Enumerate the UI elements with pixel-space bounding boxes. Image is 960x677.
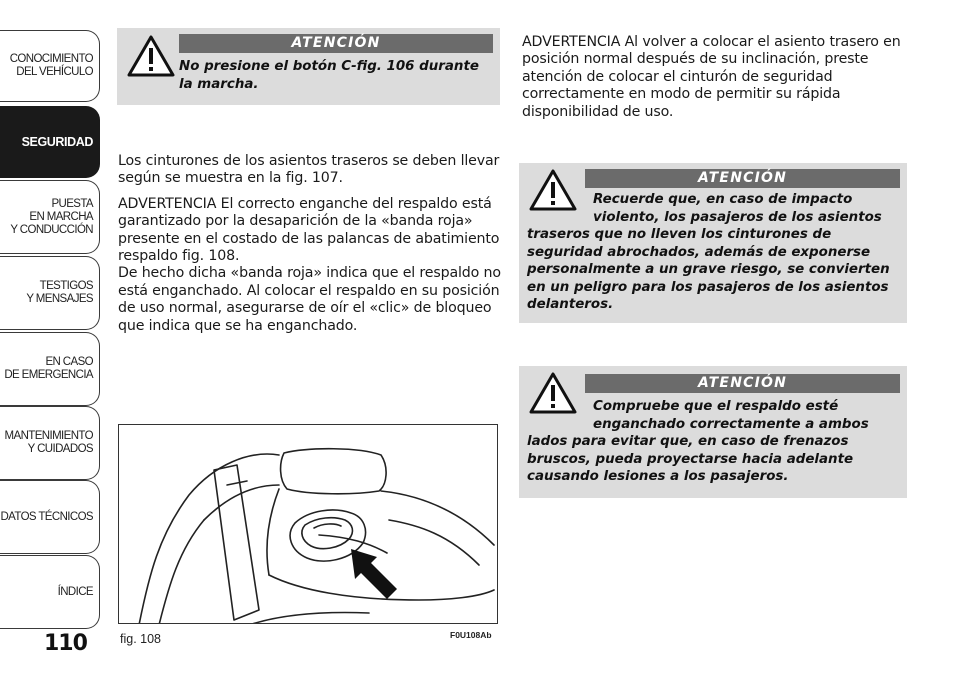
warning-text: No presione el botón C-fig. 106 durante la marcha. [179,59,479,92]
paragraph: ADVERTENCIA Al volver a colocar el asiento trasero en posición normal después de su inclinación, preste atención de colocar el cinturón de seguridad correctamente en modo de permitir su rápida disponibilidad de uso. [522,34,901,120]
warning-box-boton [117,28,500,105]
tab-indice[interactable]: ÍNDICE [0,555,100,629]
warning-text [527,191,903,314]
arrow-icon [351,549,397,599]
warning-text-rest: lados para evitar que, en caso de frenazos bruscos, pueda proyectarse hacia adelante causando lesiones a los pasajeros. [527,434,854,484]
tab-testigos-y-mensajes[interactable]: TESTIGOS Y MENSAJES [0,256,100,330]
tab-datos-tecnicos[interactable]: DATOS TÉCNICOS [0,480,100,554]
paragraph: Los cinturones de los asientos traseros se deben llevar según se muestra en la fig. 107. [118,153,500,187]
page-number: 110 [44,631,87,656]
warning-text-lead: Recuerde que, en caso de impacto violento, los pasajeros de los asientos [593,192,882,225]
tab-puesta-en-marcha[interactable]: PUESTA EN MARCHA Y CONDUCCIÓN [0,180,100,254]
tab-seguridad[interactable]: SEGURIDAD [0,106,100,178]
figure-caption: fig. 108 [120,632,162,646]
warning-box-impacto [519,163,907,323]
warning-text [527,398,903,486]
paragraph: ADVERTENCIA El correcto enganche del respaldo está garantizado por la desaparición de la «banda roja» presente en el costado de las palancas de abatimiento respaldo fig. 108. [118,195,500,265]
tab-conocimiento-del-vehiculo[interactable]: CONOCIMIENTO DEL VEHÍCULO [0,30,100,102]
warning-heading: ATENCIÓN [179,34,493,53]
warning-triangle-icon [127,35,175,77]
warning-text-rest: traseros que no lleven los cinturones de seguridad abrochados, además de exponerse personalmente a un grave riesgo, se convierten en un peligro para los pasajeros de los asientos delanteros. [527,227,890,312]
warning-heading: ATENCIÓN [585,374,900,393]
tab-en-caso-de-emergencia[interactable]: EN CASO DE EMERGENCIA [0,332,100,406]
right-column-text [522,34,902,129]
warning-text-lead: Compruebe que el respaldo esté enganchado correctamente a ambos [593,399,869,432]
figure-code: F0U108Ab [450,630,492,640]
paragraph: De hecho dicha «banda roja» indica que el respaldo no está enganchado. Al colocar el respaldo en su posición de uso normal, asegurarse de oír el «clic» de bloqueo que indica que se ha enganchado. [118,265,501,334]
left-column-text [118,153,502,343]
warning-box-respaldo [519,366,907,498]
figure-seat-lever [118,424,498,624]
seat-lever-illustration [119,425,498,624]
warning-heading: ATENCIÓN [585,169,900,188]
tab-mantenimiento-y-cuidados[interactable]: MANTENIMIENTO Y CUIDADOS [0,406,100,480]
